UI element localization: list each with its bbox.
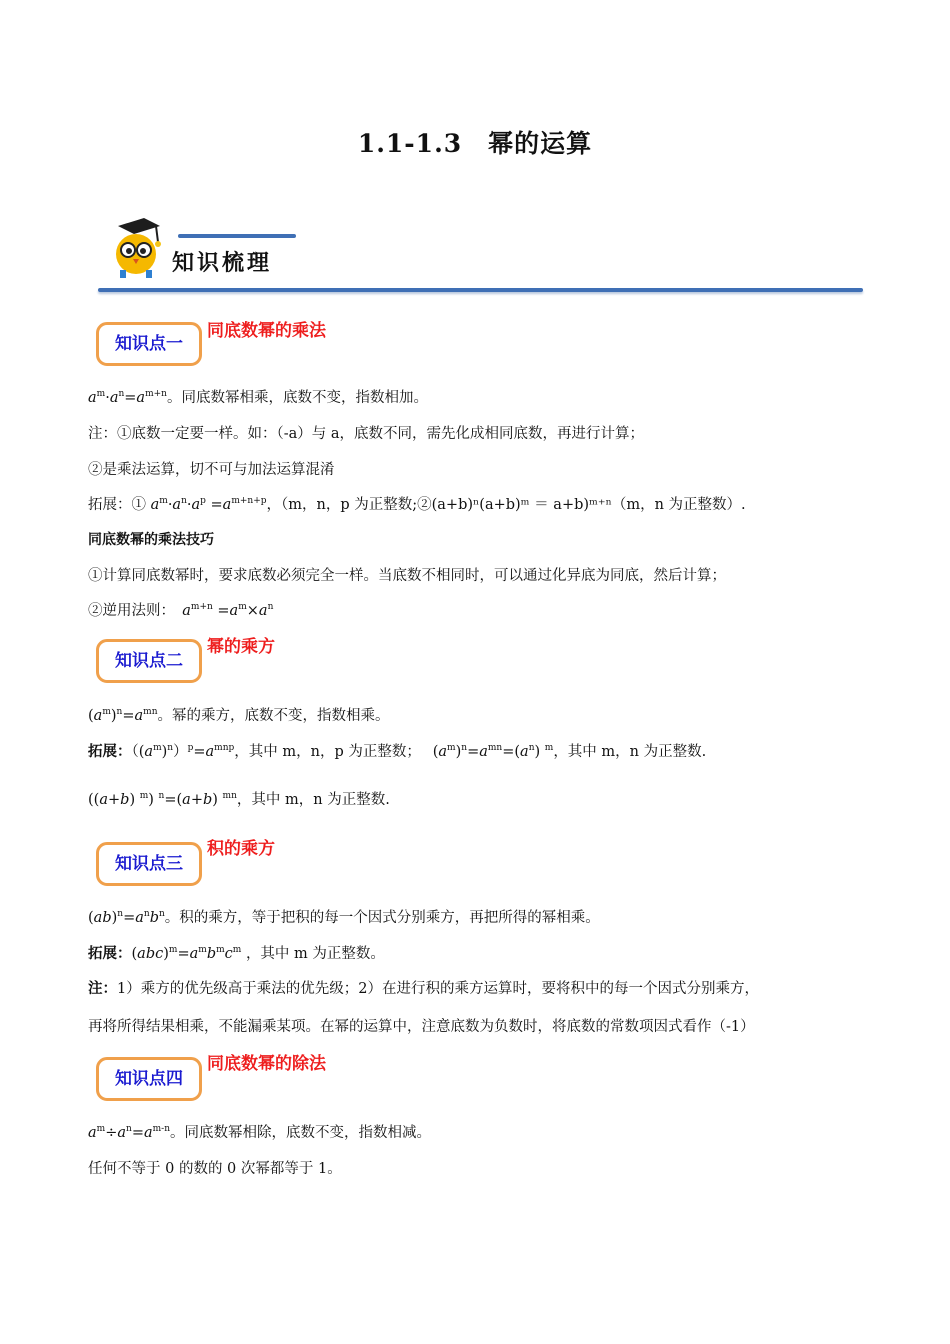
banner-label: 知识梳理 [172, 251, 273, 276]
kp4-line1: $a^m\div a^n=a^{m-n}$。同底数幂相除，底数不变，指数相减。 [88, 1124, 431, 1141]
formula: $a^m\cdot a^n=a^{m+n}$ [88, 389, 167, 406]
kp1-line2: 注：①底数一定要一样。如：（-a）与 a，底数不同，需先化成相同底数，再进行计算； [88, 426, 645, 442]
kp3-line1: $(ab)^n=a^nb^n$。积的乘方，等于把积的每一个因式分别乘方，再把所得的幂相乘。 [88, 909, 600, 926]
kp3-line4: 再将所得结果相乘，不能漏乘某项。在幂的运算中，注意底数为负数时，将底数的常数项因式看作（-1） [88, 1019, 755, 1035]
kp2-box: 知识点二 [96, 639, 202, 683]
kp1-line6: ②逆用法则： $a^{m+n} =a^m\times a^n$ [88, 602, 274, 619]
kp3-line3: 注：1）乘方的优先级高于乘法的优先级；2）在进行积的乘方运算时，要将积中的每一个因式分别乘方， [88, 980, 759, 997]
formula: $a^m\cdot a^n\cdot a^p =a^{m+n+p}$， [150, 496, 282, 513]
kp4-box: 知识点四 [96, 1057, 202, 1101]
kp4-title: 同底数幂的除法 [207, 1054, 326, 1074]
banner-top-rule [178, 234, 296, 238]
kp4-line2: 任何不等于 0 的数的 0 次幂都等于 1。 [88, 1161, 342, 1177]
kp2-line2: 拓展：$((a^m)^n)^p=a^{mnp}$，其中 m，n，p 为正整数； $(a^m)^n=a^{mn}=(a^n)$ $^m$，其中 m，n 为正整数. [88, 743, 707, 760]
formula: $a^{m+n} =a^m\times a^n$ [182, 602, 274, 619]
formula: $a^m\div a^n=a^{m-n}$ [88, 1124, 170, 1141]
formula: $(abc)^m=a^mb^mc^m$ [131, 945, 242, 962]
kp2-line1: $(a^m)^n=a^{mn}$。幂的乘方，底数不变，指数相乘。 [88, 707, 390, 724]
formula: $(ab)^n=a^nb^n$ [88, 909, 165, 926]
kp3-box: 知识点三 [96, 842, 202, 886]
formula: $(a^m)^n=a^{mn}$ [88, 707, 158, 724]
section-banner [98, 208, 868, 298]
kp1-line3: ②是乘法运算，切不可与加法运算混淆 [88, 462, 335, 478]
kp1-box: 知识点一 [96, 322, 202, 366]
kp3-line2: 拓展：$(abc)^m=a^mb^mc^m$ ，其中 m 为正整数。 [88, 945, 385, 962]
owl-mascot-icon [104, 214, 168, 280]
page-title: 1.1-1.3 幂的运算 [357, 129, 593, 158]
formula: ((a+b) $^m$) $^n$=(a+b) $^{mn}$ [88, 791, 237, 808]
kp3-title: 积的乘方 [207, 839, 275, 859]
kp1-line4: 拓展：① $a^m\cdot a^n\cdot a^p =a^{m+n+p}$，（m，n，p 为正整数;②(a+b)ⁿ(a+b)ᵐ ＝ a+b)ᵐ⁺ⁿ（m，n 为正整数）. [88, 496, 746, 513]
kp2-title: 幂的乘方 [207, 637, 275, 657]
kp1-line5: ①计算同底数幂时，要求底数必须完全一样。当底数不相同时，可以通过化异底为同底，然后计算； [88, 568, 726, 584]
kp1-line1: $a^m\cdot a^n=a^{m+n}$。同底数幂相乘，底数不变，指数相加。 [88, 389, 428, 406]
kp1-tips-title: 同底数幂的乘法技巧 [88, 532, 214, 548]
kp1-title: 同底数幂的乘法 [207, 321, 326, 341]
banner-bottom-rule [98, 288, 863, 292]
kp2-line3: ((a+b) $^m$) $^n$=(a+b) $^{mn}$，其中 m，n 为正整数. [88, 791, 390, 808]
